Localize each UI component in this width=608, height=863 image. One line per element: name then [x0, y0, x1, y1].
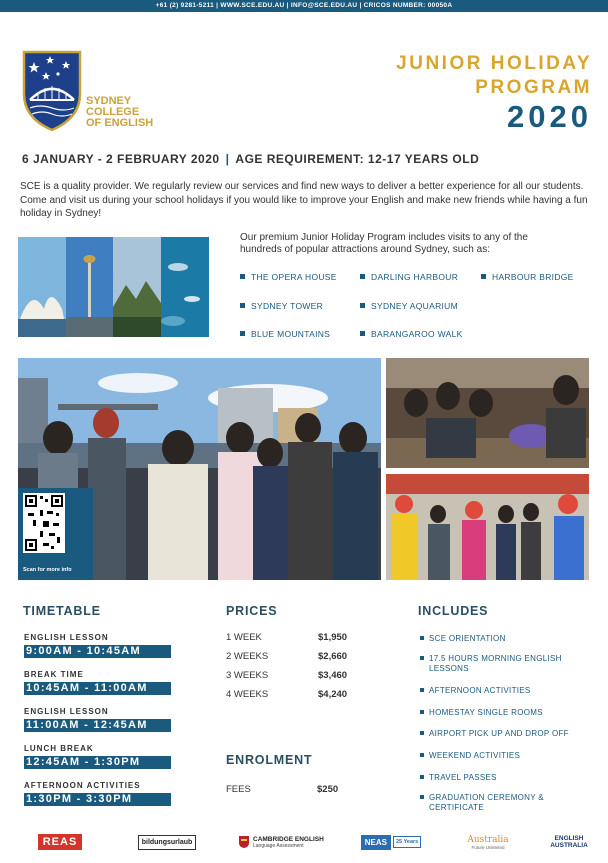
neas-logo-text: NEAS: [361, 835, 391, 850]
price-value: $4,240: [318, 689, 348, 700]
timetable-time: 10:45AM - 11:00AM: [24, 682, 171, 695]
timetable-label: ENGLISH LESSON: [24, 707, 109, 716]
qr-code-pattern: [23, 493, 65, 553]
include-text: AFTERNOON ACTIVITIES: [429, 686, 531, 695]
qr-code-panel[interactable]: [18, 488, 93, 580]
price-duration: 1 WEEK: [226, 632, 262, 643]
enrolment-fee-label: FEES: [226, 784, 251, 795]
program-title: [396, 52, 592, 134]
cambridge-logo: [238, 828, 338, 856]
include-item: [420, 751, 595, 761]
enrolment-heading: ENROLMENT: [226, 753, 313, 767]
timetable-time: 12:45AM - 1:30PM: [24, 756, 171, 769]
timetable-label: BREAK TIME: [24, 670, 84, 679]
age-requirement: AGE REQUIREMENT: 12-17 YEARS OLD: [235, 152, 480, 166]
bildungsurlaub-logo: [138, 828, 196, 856]
timetable-heading: TIMETABLE: [23, 604, 101, 618]
sce-crest-logo: [20, 48, 84, 132]
students-cafe-photo: [386, 358, 589, 468]
price-value: $1,950: [318, 632, 348, 643]
cambridge-line-2: Language Assessment: [253, 842, 304, 849]
include-text: AIRPORT PICK UP AND DROP OFF: [429, 729, 569, 738]
timetable-label: LUNCH BREAK: [24, 744, 94, 753]
english-australia-logo-text: ENGLISH AUSTRALIA: [550, 835, 588, 849]
bildungsurlaub-logo-text: bildungsurlaub: [138, 835, 197, 850]
prices-heading: PRICES: [226, 604, 278, 618]
english-australia-logo: [544, 828, 594, 856]
price-duration: 2 WEEKS: [226, 651, 269, 662]
cambridge-shield-icon: [238, 835, 250, 849]
cambridge-line-1: CAMBRIDGE ENGLISH: [253, 835, 324, 843]
logo-line: SYDNEY: [86, 95, 132, 107]
include-item: [420, 773, 595, 783]
logo-line: OF ENGLISH: [86, 117, 154, 129]
include-text: HOMESTAY SINGLE ROOMS: [429, 708, 543, 717]
logo-wordmark: [86, 96, 153, 129]
australia-logo-sub: Future Unlimited: [471, 844, 505, 850]
attraction-item: SYDNEY TOWER: [240, 301, 323, 311]
logo-line: COLLEGE: [86, 106, 140, 118]
timetable-time: 1:30PM - 3:30PM: [24, 793, 171, 806]
contact-bar: +61 (2) 9281-5211 | WWW.SCE.EDU.AU | INFO@SCE.EDU.AU | CRICOS NUMBER: 00050A: [0, 0, 608, 12]
australia-logo-text: Australia: [467, 834, 509, 845]
attraction-item: BARANGAROO WALK: [360, 329, 463, 339]
include-text: 17.5 HOURS MORNING ENGLISH LESSONS: [429, 654, 562, 673]
include-item: [420, 634, 595, 644]
include-item: [420, 708, 595, 718]
title-line-2: PROGRAM: [475, 77, 592, 98]
title-year: 2020: [507, 99, 592, 134]
reas-logo-text: REAS: [38, 834, 83, 850]
include-text: TRAVEL PASSES: [429, 773, 497, 782]
price-value: $3,460: [318, 670, 348, 681]
include-text: SCE ORIENTATION: [429, 634, 506, 643]
includes-heading: INCLUDES: [418, 604, 489, 618]
attraction-item: SYDNEY AQUARIUM: [360, 301, 458, 311]
attractions-intro: Our premium Junior Holiday Program includes visits to any of the hundreds of popular attractions around Sydney, such as:: [240, 232, 528, 255]
include-item: [420, 654, 595, 674]
dates-separator: |: [225, 152, 230, 166]
qr-caption: Scan for more info: [23, 567, 72, 573]
attraction-item: DARLING HARBOUR: [360, 272, 458, 282]
timetable-time: 11:00AM - 12:45AM: [24, 719, 171, 732]
neas-badge: 25 Years: [393, 836, 421, 848]
attractions-collage: [18, 237, 209, 337]
timetable-time: 9:00AM - 10:45AM: [24, 645, 171, 658]
reas-logo: [20, 828, 100, 856]
price-value: $2,660: [318, 651, 348, 662]
price-duration: 4 WEEKS: [226, 689, 269, 700]
timetable-label: AFTERNOON ACTIVITIES: [24, 781, 141, 790]
neas-logo: [360, 828, 422, 856]
date-range: 6 JANUARY - 2 FEBRUARY 2020: [22, 152, 220, 166]
australia-logo: [460, 828, 516, 856]
price-duration: 3 WEEKS: [226, 670, 269, 681]
attraction-item: BLUE MOUNTAINS: [240, 329, 330, 339]
include-text: WEEKEND ACTIVITIES: [429, 751, 521, 760]
include-item: [420, 686, 595, 696]
enrolment-fee-value: $250: [317, 784, 339, 795]
include-item: [420, 729, 595, 739]
include-item: [420, 793, 595, 813]
dates-line: [22, 152, 479, 166]
attraction-item: HARBOUR BRIDGE: [481, 272, 574, 282]
intro-paragraph: SCE is a quality provider. We regularly review our services and find new ways to deliver a better experience for all our students. Come and visit us during your school holidays if you would like to improve your English and make new friends while having a fun holiday in Sydney!: [20, 181, 588, 219]
timetable-label: ENGLISH LESSON: [24, 633, 109, 642]
title-line-1: JUNIOR HOLIDAY: [396, 53, 592, 74]
qr-code[interactable]: [23, 493, 65, 553]
include-text: GRADUATION CEREMONY & CERTIFICATE: [429, 793, 544, 812]
students-clowns-photo: [386, 474, 589, 580]
attraction-item: THE OPERA HOUSE: [240, 272, 337, 282]
